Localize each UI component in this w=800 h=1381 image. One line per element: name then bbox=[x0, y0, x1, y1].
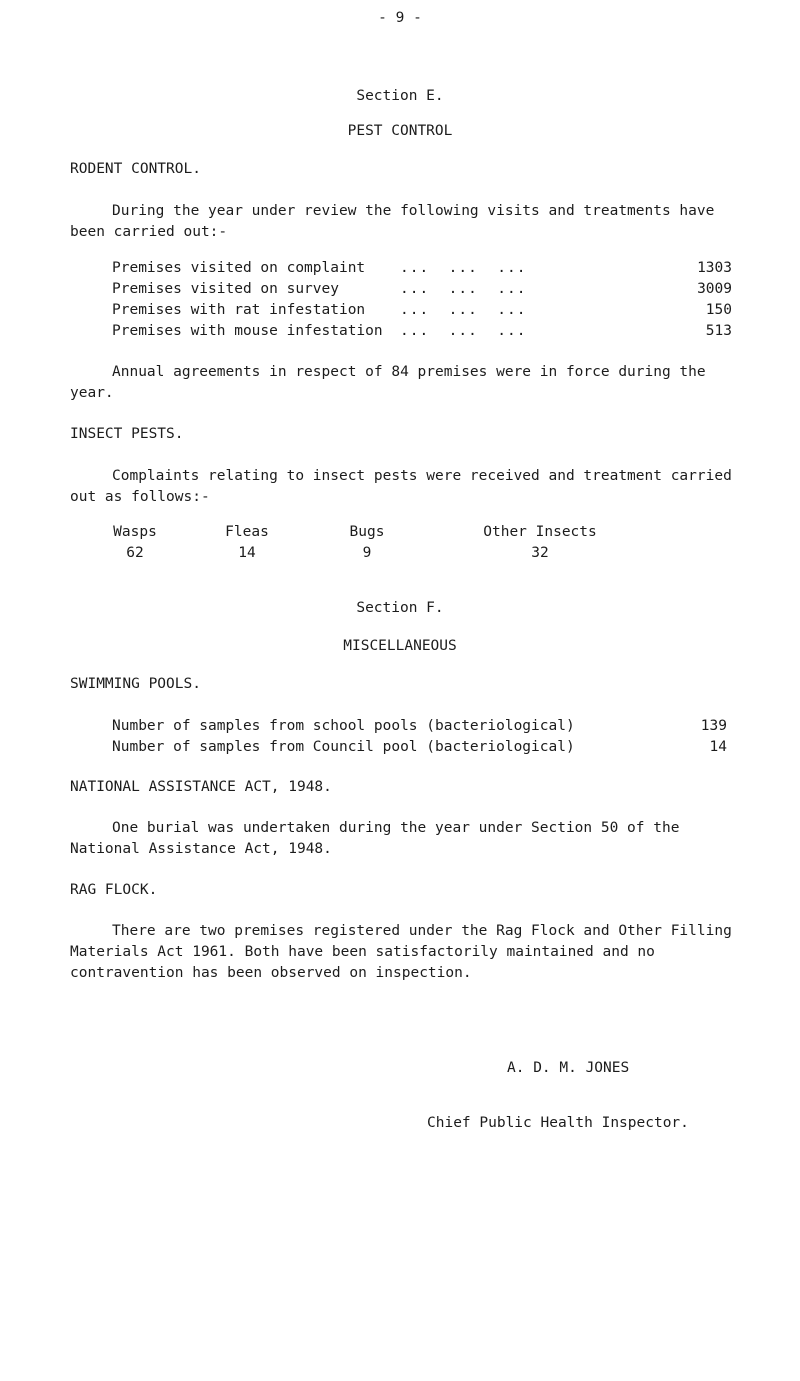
swimming-pools-title: SWIMMING POOLS. bbox=[70, 676, 201, 692]
rodent-row-label: Premises visited on survey bbox=[112, 281, 339, 297]
rodent-control-title: RODENT CONTROL. bbox=[70, 161, 201, 177]
insect-column-label: Fleas bbox=[225, 524, 269, 540]
rodent-intro-text: During the year under review the following visits and treatments have been carried out:- bbox=[70, 203, 715, 240]
insect-column-label: Other Insects bbox=[483, 524, 597, 540]
insect-column-bugs bbox=[302, 522, 432, 564]
national-assistance-text: One burial was undertaken during the year under Section 50 of the National Assistance Act, 1948. bbox=[70, 820, 680, 857]
swimming-row-label: Number of samples from school pools (bacteriological) bbox=[112, 718, 575, 734]
rodent-row-label: Premises visited on complaint bbox=[112, 260, 366, 276]
swimming-row-value: 14 bbox=[709, 739, 727, 755]
section-f-subheading: MISCELLANEOUS bbox=[343, 638, 457, 654]
swimming-row-label: Number of samples from Council pool (bacteriological) bbox=[112, 739, 575, 755]
national-assistance-paragraph bbox=[70, 818, 742, 860]
insect-pests-title: INSECT PESTS. bbox=[70, 426, 184, 442]
insect-column-label: Bugs bbox=[349, 524, 385, 540]
rodent-row bbox=[112, 258, 732, 279]
rag-flock-text: There are two premises registered under the Rag Flock and Other Filling Materials Act 1961. Both have been satisfactorily maintained and no contravention has been observed on inspection. bbox=[70, 923, 732, 981]
signatory-name: A. D. M. JONES bbox=[507, 1060, 630, 1076]
leader-dots: ... ... ... bbox=[400, 323, 527, 339]
section-e-subheading: PEST CONTROL bbox=[347, 123, 453, 139]
insect-column-value: 14 bbox=[238, 545, 256, 561]
leader-dots: ... ... ... bbox=[400, 281, 527, 297]
rodent-row-label: Premises with mouse infestation bbox=[112, 323, 383, 339]
rodent-row-value: 3009 bbox=[697, 281, 732, 297]
rodent-row bbox=[112, 300, 732, 321]
rodent-row-value: 1303 bbox=[697, 260, 732, 276]
insect-column-label: Wasps bbox=[113, 524, 157, 540]
rodent-intro bbox=[70, 201, 742, 243]
rodent-row-value: 513 bbox=[705, 323, 732, 339]
section-f-heading: Section F. bbox=[356, 600, 444, 616]
leader-dots: ... ... ... bbox=[400, 260, 527, 276]
rag-flock-paragraph bbox=[70, 921, 742, 984]
swimming-row-value: 139 bbox=[700, 718, 727, 734]
rodent-row-label: Premises with rat infestation bbox=[112, 302, 366, 318]
insect-column-wasps bbox=[70, 522, 200, 564]
swimming-row bbox=[112, 737, 727, 758]
swimming-row bbox=[112, 716, 727, 737]
agreements-paragraph bbox=[70, 362, 742, 404]
national-assistance-title: NATIONAL ASSISTANCE ACT, 1948. bbox=[70, 779, 332, 795]
rag-flock-title: RAG FLOCK. bbox=[70, 882, 158, 898]
insect-column-other bbox=[475, 522, 605, 564]
leader-dots: ... ... ... bbox=[400, 302, 527, 318]
page-number: - 9 - bbox=[378, 10, 422, 26]
insect-column-fleas bbox=[182, 522, 312, 564]
insect-intro-text: Complaints relating to insect pests were received and treatment carried out as follows:- bbox=[70, 468, 732, 505]
rodent-row bbox=[112, 321, 732, 342]
rodent-row-value: 150 bbox=[705, 302, 732, 318]
agreements-text: Annual agreements in respect of 84 premises were in force during the year. bbox=[70, 364, 706, 401]
insect-intro bbox=[70, 466, 742, 508]
rodent-row bbox=[112, 279, 732, 300]
insect-column-value: 9 bbox=[362, 545, 372, 561]
signatory-role: Chief Public Health Inspector. bbox=[427, 1115, 689, 1131]
insect-column-value: 32 bbox=[531, 545, 549, 561]
insect-column-value: 62 bbox=[126, 545, 144, 561]
section-e-heading: Section E. bbox=[356, 88, 444, 104]
